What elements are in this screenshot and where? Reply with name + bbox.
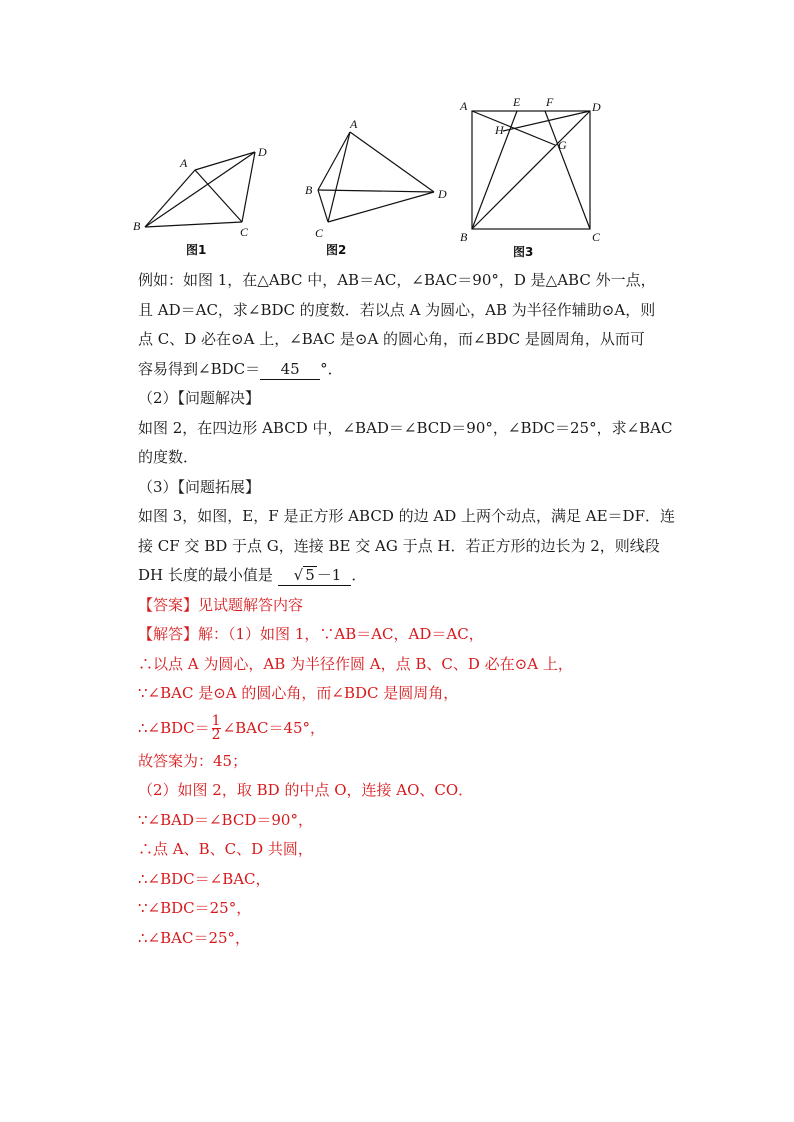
section-3-title: （3）【问题拓展】: [138, 477, 261, 496]
label-A: A: [350, 117, 358, 131]
sqrt-radicand: 5: [305, 566, 315, 584]
segment-BD: [472, 111, 590, 229]
label-E: E: [513, 95, 521, 109]
label-F: F: [546, 95, 554, 109]
solution-line-4: [138, 709, 698, 747]
label-B: B: [460, 230, 468, 244]
problem-line-1: 例如：如图 1，在△ABC 中，AB＝AC，∠BAC＝90°，D 是△ABC 外一点，: [138, 271, 656, 289]
solution-line-4-suffix: ∠BAC＝45°，: [222, 718, 326, 737]
segment-AC: [328, 132, 350, 222]
solution-line-4-text: ∴∠BDC＝: [138, 718, 210, 737]
answer-blank-1: 45: [260, 359, 320, 380]
label-D: D: [438, 187, 447, 201]
segment-AC: [195, 170, 242, 222]
solution-line-1: [138, 620, 698, 650]
figure-2-caption: 图2: [326, 243, 347, 257]
solution-line-1-text: 解：（1）如图 1，∵AB＝AC，AD＝AC，: [198, 625, 484, 643]
label-A: A: [180, 156, 188, 170]
label-D: D: [592, 100, 601, 114]
fraction-denominator: 2: [211, 727, 221, 743]
problem-content: [138, 266, 698, 953]
section-3-line-2: 接 CF 交 BD 于点 G，连接 BE 交 AG 于点 H．若正方形的边长为 2，则线段: [138, 536, 660, 555]
answer-blank-2: [278, 565, 352, 586]
section-3-line-1: 如图 3，如图，E，F 是正方形 ABCD 的边 AD 上两个动点，满足 AE＝DF．连: [138, 507, 675, 525]
figure-1-diagram: [130, 140, 280, 240]
segment-AD: [195, 152, 255, 170]
solution-line-8: ∴点 A、B、C、D 共圆，: [138, 840, 313, 858]
segment-BD: [145, 152, 255, 227]
label-C: C: [315, 226, 324, 240]
label-B: B: [305, 183, 313, 197]
label-H: H: [495, 123, 504, 137]
problem-line-3: 点 C、D 必在⊙A 上，∠BAC 是⊙A 的圆心角，而∠BDC 是圆周角，从而可: [138, 330, 645, 348]
solution-line-3: ∵∠BAC 是⊙A 的圆心角，而∠BDC 是圆周角，: [138, 684, 459, 702]
answer-label: 【答案】见试题解答内容: [138, 595, 304, 614]
solution-line-5: 故答案为：45；: [138, 751, 248, 770]
segment-DC: [242, 152, 255, 222]
label-D: D: [258, 145, 267, 159]
label-B: B: [133, 219, 141, 233]
segment-CD: [328, 192, 434, 222]
problem-line-4-suffix: °．: [320, 359, 343, 378]
sqrt-sign: √: [293, 566, 304, 584]
solution-line-10: ∵∠BDC＝25°，: [138, 899, 252, 917]
figures-row: [130, 95, 610, 265]
section-2-title: （2）【问题解决】: [138, 389, 261, 407]
section-3-line-3-text: DH 长度的最小值是: [138, 566, 273, 584]
fraction-one-half: [212, 715, 221, 742]
solution-label: 【解答】: [138, 625, 199, 643]
segment-AB: [318, 132, 350, 190]
segment-CF: [545, 111, 590, 229]
label-G: G: [558, 138, 567, 152]
solution-line-6: （2）如图 2，取 BD 的中点 O，连接 AO、CO．: [138, 781, 474, 799]
solution-line-7: ∵∠BAD＝∠BCD＝90°，: [138, 810, 313, 829]
solution-line-11: ∴∠BAC＝25°，: [138, 928, 251, 947]
label-C: C: [240, 225, 249, 239]
minus-one: －1: [316, 566, 342, 584]
figure-2: [300, 117, 450, 244]
figure-1-caption: 图1: [186, 243, 207, 257]
segment-BC: [318, 190, 328, 222]
label-A: A: [460, 99, 468, 113]
figure-3-diagram: [458, 95, 608, 245]
problem-line-4-text: 容易得到∠BDC＝: [138, 359, 261, 378]
section-3-line-3: [138, 561, 698, 591]
figure-3-caption: 图3: [513, 245, 534, 259]
figure-3: [458, 95, 608, 249]
segment-AD: [350, 132, 434, 192]
fraction-numerator: 1: [211, 713, 221, 729]
segment-BC: [145, 222, 242, 227]
section-2-line-2: 的度数．: [138, 448, 199, 466]
label-C: C: [592, 230, 601, 244]
figure-1: [130, 140, 280, 244]
solution-line-2: ∴以点 A 为圆心，AB 为半径作圆 A，点 B、C、D 必在⊙A 上，: [138, 654, 573, 673]
problem-line-4: [138, 355, 698, 385]
problem-line-2: 且 AD＝AC，求∠BDC 的度数．若以点 A 为圆心，AB 为半径作辅助⊙A，则: [138, 300, 656, 319]
section-2-line-1: 如图 2，在四边形 ABCD 中，∠BAD＝∠BCD＝90°，∠BDC＝25°，求∠BAC: [138, 418, 673, 437]
figure-2-diagram: [300, 117, 450, 240]
section-3-line-3-suffix: ．: [351, 566, 367, 584]
solution-line-9: ∴∠BDC＝∠BAC，: [138, 869, 271, 888]
